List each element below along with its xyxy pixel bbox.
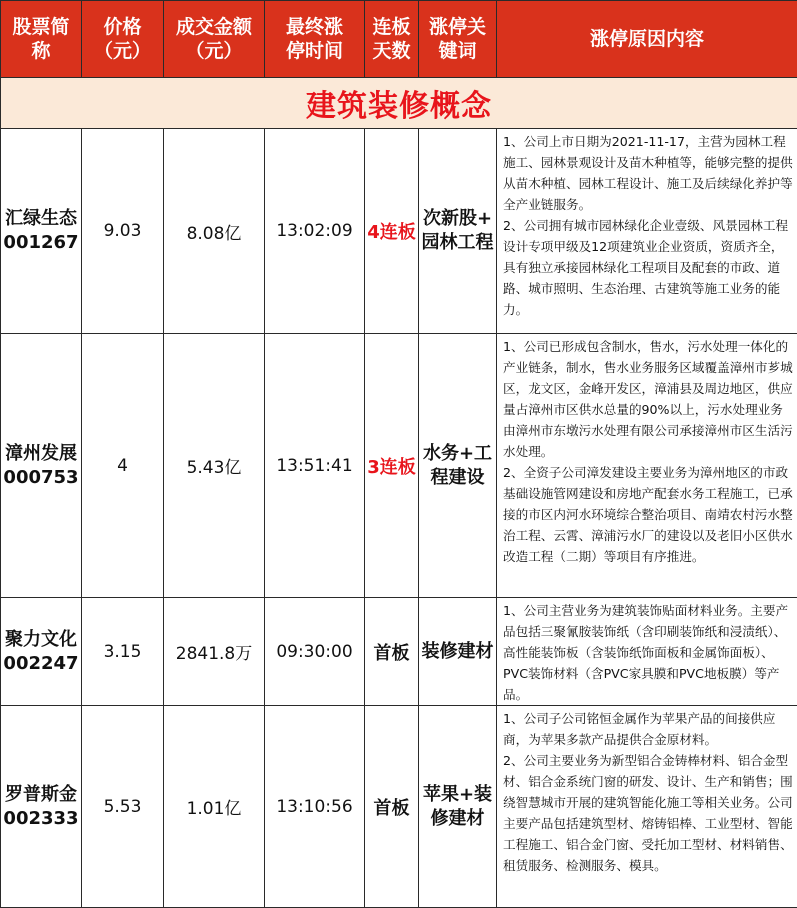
turnover-cell: 5.43亿 [164, 334, 265, 598]
table-row [1, 598, 797, 706]
keywords-cell: 苹果+装 修建材 [419, 706, 497, 908]
keywords-cell: 次新股+ 园林工程 [419, 129, 497, 334]
header-final-time: 最终涨 停时间 [265, 1, 365, 78]
turnover-cell: 2841.8万 [164, 598, 265, 706]
section-row [1, 78, 797, 129]
time-cell: 09:30:00 [265, 598, 365, 706]
reason-cell: 1、公司子公司铭恒金属作为苹果产品的间接供应商，为苹果多款产品提供合金原材料。 2、公司主要业务为新型铝合金铸棒材料、铝合金型材、铝合金系统门窗的研发、设计、生产和销售；围绕智慧城市开展的建筑智能化施工等相关业务。公司主要产品包括建筑型材、熔铸铝棒、工业型材、智能工程施工、铝合金门窗、受托加工型材、材料销售、租赁服务、检测服务、模具。 [497, 706, 797, 908]
time-cell: 13:51:41 [265, 334, 365, 598]
header-turnover: 成交金额 （元） [164, 1, 265, 78]
table-row [1, 706, 797, 908]
time-cell: 13:02:09 [265, 129, 365, 334]
price-cell: 9.03 [82, 129, 164, 334]
stock-code: 001267 [1, 231, 81, 255]
stock-name: 罗普斯金 [1, 783, 81, 807]
stock-code: 002333 [1, 807, 81, 831]
stock-name: 聚力文化 [1, 628, 81, 652]
boards-cell: 3连板 [365, 334, 419, 598]
turnover-cell: 1.01亿 [164, 706, 265, 908]
header-row [1, 1, 797, 78]
header-stock-name: 股票简 称 [1, 1, 82, 78]
time-cell: 13:10:56 [265, 706, 365, 908]
header-boards: 连板 天数 [365, 1, 419, 78]
header-keywords: 涨停关 键词 [419, 1, 497, 78]
keywords-cell: 装修建材 [419, 598, 497, 706]
table-row [1, 334, 797, 598]
price-cell: 3.15 [82, 598, 164, 706]
stock-name-cell [1, 129, 82, 334]
stock-code: 000753 [1, 466, 81, 490]
section-title: 建筑装修概念 [1, 78, 797, 129]
price-cell: 5.53 [82, 706, 164, 908]
stock-name-cell [1, 598, 82, 706]
stock-name: 漳州发展 [1, 442, 81, 466]
stock-code: 002247 [1, 652, 81, 676]
boards-cell: 首板 [365, 598, 419, 706]
stock-name-cell [1, 334, 82, 598]
reason-cell: 1、公司上市日期为2021-11-17，主营为园林工程施工、园林景观设计及苗木种植等，能够完整的提供从苗木种植、园林工程设计、施工及后续绿化养护等全产业链服务。 2、公司拥有城市园林绿化企业壹级、风景园林工程设计专项甲级及12项建筑业企业资质，资质齐全，具有独立承接园林绿化工程项目及配套的市政、道路、城市照明、生态治理、古建筑等施工业务的能力。 [497, 129, 797, 334]
boards-cell: 4连板 [365, 129, 419, 334]
boards-cell: 首板 [365, 706, 419, 908]
keywords-cell: 水务+工 程建设 [419, 334, 497, 598]
header-reason: 涨停原因内容 [497, 1, 797, 78]
reason-cell: 1、公司主营业务为建筑装饰贴面材料业务。主要产品包括三聚氰胺装饰纸（含印刷装饰纸和浸渍纸）、高性能装饰板（含装饰纸饰面板和金属饰面板）、PVC装饰材料（含PVC家具膜和PVC地板膜）等产品。 [497, 598, 797, 706]
turnover-cell: 8.08亿 [164, 129, 265, 334]
price-cell: 4 [82, 334, 164, 598]
stock-name-cell [1, 706, 82, 908]
reason-cell: 1、公司已形成包含制水，售水，污水处理一体化的产业链条，制水，售水业务服务区域覆盖漳州市芗城区，龙文区，金峰开发区，漳浦县及周边地区，供应量占漳州市区供水总量的90%以上，污水处理业务由漳州市东墩污水处理有限公司承接漳州市区生活污水处理。 2、全资子公司漳发建设主要业务为漳州地区的市政基础设施管网建设和房地产配套水务工程施工，已承接的市区内河水环境综合整治项目、南靖农村污水整治工程、云霄、漳浦污水厂的建设以及老旧小区供水改造工程（二期）等项目有序推进。 [497, 334, 797, 598]
table-row [1, 129, 797, 334]
stock-name: 汇绿生态 [1, 207, 81, 231]
header-price: 价格 （元） [82, 1, 164, 78]
